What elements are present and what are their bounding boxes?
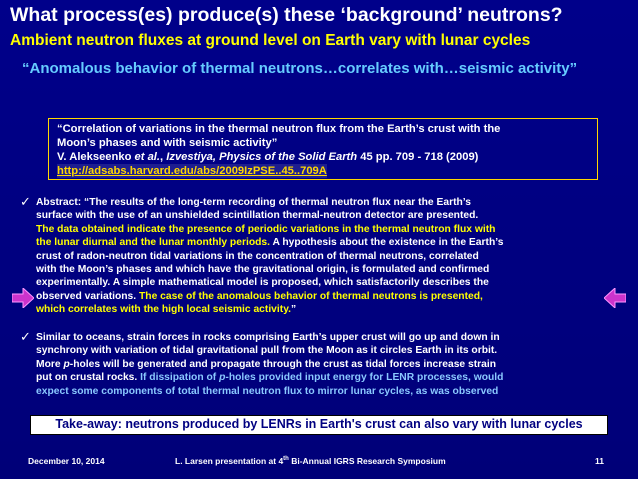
abstract-line: [36, 290, 596, 303]
reference-title-line1: “Correlation of variations in the thermal neutron flux from the Earth’s crust with the: [57, 123, 501, 135]
abstract-line: crust of radon-neutron tidal variations in the concentration of thermal neutrons, correlated: [36, 250, 479, 262]
reference-pages: 45 pp. 709 - 718 (2009): [357, 151, 479, 163]
reference-title-line2: Moon’s phases and with seismic activity”: [57, 137, 278, 149]
abstract-line: [36, 236, 596, 249]
tidal-highlight-italic: p: [219, 372, 226, 384]
tidal-italic: p: [63, 358, 70, 370]
abstract-highlight: the lunar diurnal and the lunar monthly periods.: [36, 237, 270, 249]
abstract-text: A hypothesis about the existence in the Earth’s: [270, 237, 504, 249]
tidal-line: Similar to oceans, strain forces in rocks comprising Earth’s upper crust will go up and down in: [36, 332, 500, 343]
checkmark-icon: ✓: [20, 329, 31, 344]
bullet-tidal-forces: [20, 329, 596, 398]
reference-link[interactable]: http://adsabs.harvard.edu/abs/2009IzPSE..45..709A: [57, 165, 327, 177]
abstract-text: ”: [291, 304, 297, 316]
reference-comma: ,: [160, 151, 167, 163]
page-number: 11: [595, 456, 604, 466]
tidal-line: [36, 358, 596, 371]
slide-subtitle: Ambient neutron fluxes at ground level on Earth vary with lunar cycles: [10, 32, 531, 49]
tidal-highlight: -holes provided input energy for LENR processes, would: [225, 372, 504, 384]
tidal-text: More: [36, 358, 64, 370]
tidal-line-highlight: expect some components of total thermal neutron flux to mirror lunar cycles, as was observed: [36, 385, 499, 397]
headline-quote: “Anomalous behavior of thermal neutrons…correlates with…seismic activity”: [22, 60, 578, 77]
reference-citation: [57, 150, 589, 164]
reference-journal: Izvestiya, Physics of the Solid Earth: [166, 151, 358, 163]
footer-date: December 10, 2014: [28, 456, 105, 466]
takeaway-box: Take-away: neutrons produced by LENRs in Earth's crust can also vary with lunar cycles: [30, 415, 608, 435]
tidal-line: synchrony with variation of tidal gravitational pull from the Moon as it circles Earth in its orbit.: [36, 345, 498, 357]
tidal-text: put on crustal rocks.: [36, 372, 141, 384]
reference-etal: et al.: [134, 151, 161, 163]
reference-authors: V. Alekseenko: [57, 151, 135, 163]
abstract-line-highlight: The data obtained indicate the presence of periodic variations in the thermal neutron flux with: [36, 223, 496, 235]
abstract-highlight: The case of the anomalous behavior of thermal neutrons is presented,: [139, 290, 483, 302]
tidal-highlight: If dissipation of: [140, 372, 220, 384]
footer-presenter-text: Bi-Annual IGRS Research Symposium: [288, 456, 446, 466]
checkmark-icon: ✓: [20, 194, 31, 209]
abstract-line: with the Moon’s phases and which have the gravitational origin, is formulated and confirmed: [36, 264, 490, 276]
footer-presenter-text: L. Larsen presentation at 4: [175, 456, 284, 466]
tidal-text: -holes will be generated and propagate through the crust as tidal forces increase strain: [69, 358, 497, 370]
right-arrow-icon: [12, 288, 34, 308]
footer-presenter: [175, 456, 446, 466]
abstract-line: experimentally. A simple mathematical model is proposed, which satisfactorily describes the: [36, 277, 489, 289]
abstract-line: surface with the use of an unshielded scintillation thermal-neutron detector are presented.: [36, 210, 479, 222]
abstract-text: observed variations.: [36, 290, 140, 302]
abstract-line: Abstract: “The results of the long-term recording of thermal neutron flux near the Earth’s: [36, 197, 472, 208]
slide-title: What process(es) produce(s) these ‘background’ neutrons?: [10, 4, 563, 26]
footer-superscript: th: [283, 456, 289, 463]
abstract-highlight: which correlates with the high local seismic activity.: [36, 304, 292, 316]
left-arrow-icon: [604, 288, 626, 308]
reference-box: [48, 118, 598, 180]
tidal-line: [36, 371, 596, 384]
abstract-line: [36, 303, 596, 316]
bullet-abstract: [20, 194, 596, 317]
